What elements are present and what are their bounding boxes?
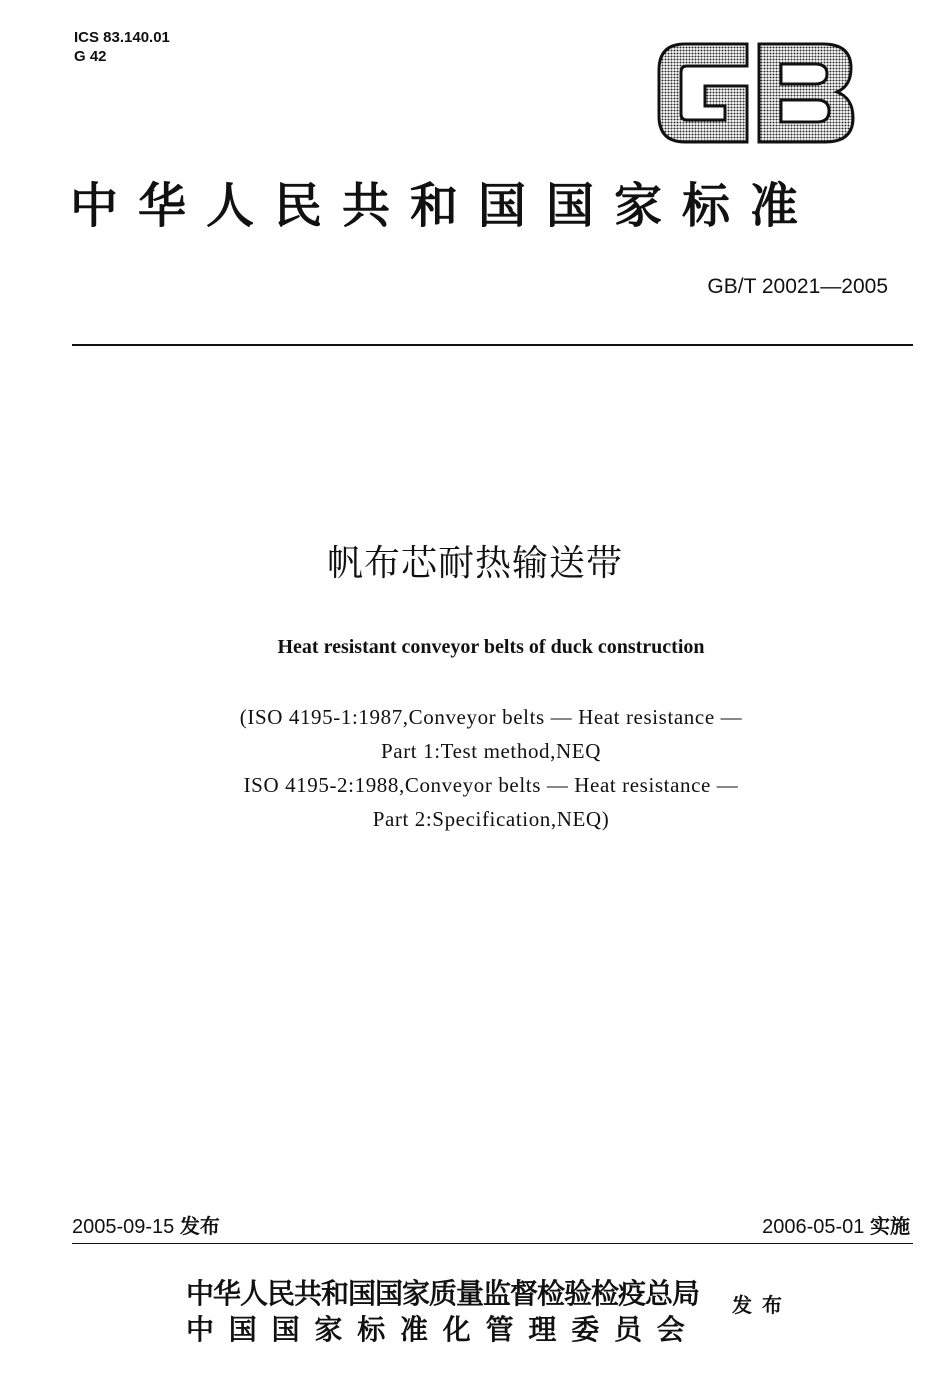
ccs-code: G 42 bbox=[74, 48, 107, 65]
issuer-sac: 中国国家标准化管理委员会 bbox=[186, 1313, 700, 1346]
issue-date: 2005-09-15 bbox=[72, 1216, 175, 1238]
reference-line: ISO 4195-2:1988,Conveyor belts — Heat resistance — bbox=[243, 773, 739, 797]
standard-number: GB/T 20021—2005 bbox=[707, 275, 888, 298]
gb-logo-letter-b bbox=[759, 44, 853, 142]
reference-line: Part 1:Test method,NEQ bbox=[381, 739, 601, 763]
publish-label: 发布 bbox=[732, 1293, 792, 1317]
gb-logo-letter-g bbox=[659, 44, 747, 142]
gb-logo bbox=[655, 40, 857, 146]
reference-line: Part 2:Specification,NEQ) bbox=[372, 807, 610, 831]
footer-divider bbox=[72, 1243, 913, 1244]
ics-code: ICS 83.140.01 bbox=[74, 29, 170, 46]
header-divider bbox=[72, 344, 913, 346]
classification-codes bbox=[74, 28, 170, 66]
national-standard-title: 中华人民共和国国家标准 bbox=[70, 178, 819, 234]
implementation-date-block bbox=[762, 1213, 910, 1240]
issuing-authorities bbox=[186, 1276, 700, 1348]
implementation-label: 实施 bbox=[870, 1214, 910, 1238]
issuer-aqsiq: 中华人民共和国国家质量监督检验检疫总局 bbox=[186, 1277, 700, 1310]
chinese-title: 帆布芯耐热输送带 bbox=[326, 543, 623, 584]
iso-references bbox=[0, 700, 950, 836]
issue-label: 发布 bbox=[179, 1214, 220, 1238]
issue-date-block bbox=[72, 1213, 220, 1240]
english-title: Heat resistant conveyor belts of duck construction bbox=[277, 636, 705, 658]
implementation-date: 2006-05-01 bbox=[762, 1216, 865, 1238]
reference-line: (ISO 4195-1:1987,Conveyor belts — Heat resistance — bbox=[239, 705, 743, 729]
